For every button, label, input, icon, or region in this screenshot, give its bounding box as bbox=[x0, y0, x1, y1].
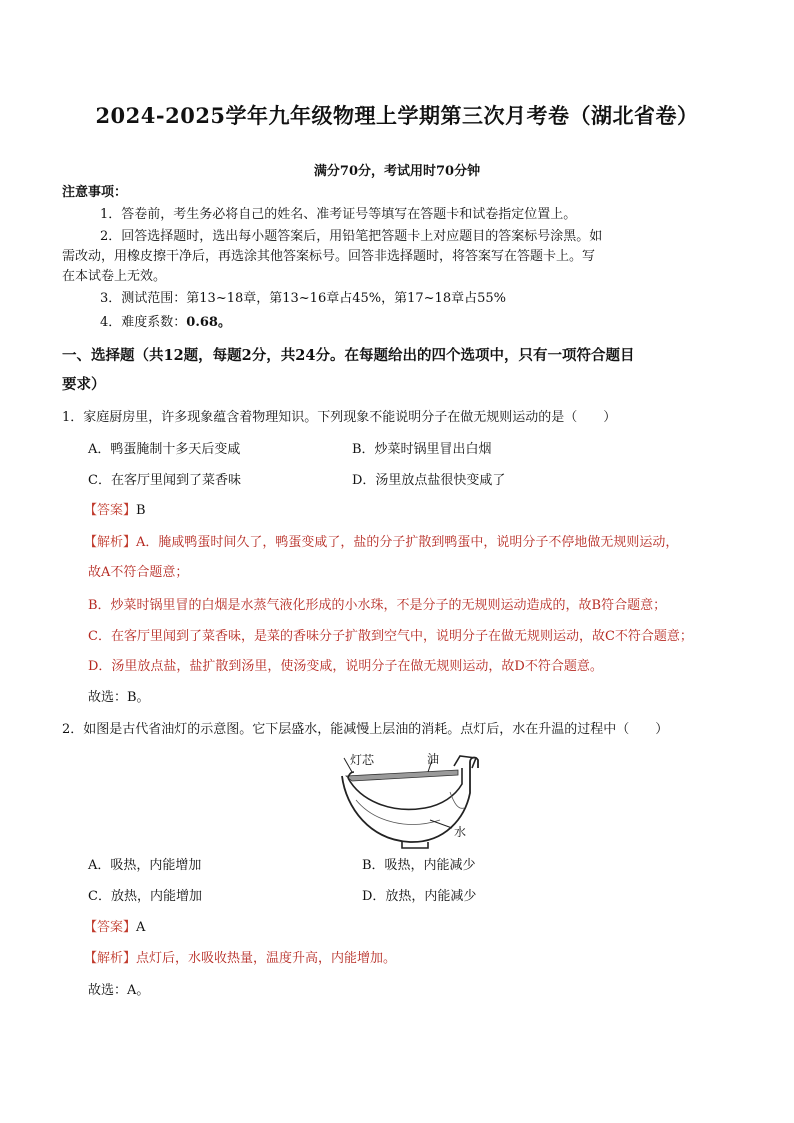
question-1-selection: 故选：B。 bbox=[88, 690, 150, 705]
section-heading-line-1: 一、选择题（共12题，每题2分，共24分。在每题给出的四个选项中，只有一项符合题目 bbox=[62, 347, 635, 364]
question-1-analysis-line-5: D．汤里放点盐，盐扩散到汤里，使汤变咸，说明分子在做无规则运动，故D不符合题意。 bbox=[88, 659, 603, 674]
analysis-tag: 【解析】 bbox=[84, 951, 137, 966]
exam-subtitle: 满分70分，考试用时70分钟 bbox=[313, 164, 481, 179]
notice-item-4-label: 4．难度系数： bbox=[100, 315, 187, 330]
question-1-option-c: C．在客厅里闻到了菜香味 bbox=[88, 473, 241, 488]
oil-layer bbox=[346, 770, 458, 781]
question-2-option-c: C．放热，内能增加 bbox=[88, 889, 202, 904]
question-2-selection: 故选：A。 bbox=[88, 983, 150, 998]
question-1-option-a: A．鸭蛋腌制十多天后变咸 bbox=[88, 442, 241, 457]
question-1-analysis-line-1 bbox=[84, 533, 678, 553]
water-pointer bbox=[430, 820, 452, 828]
lamp-spout bbox=[454, 756, 476, 768]
question-1-option-d: D．汤里放点盐很快变咸了 bbox=[352, 473, 506, 488]
answer-tag: 【答案】 bbox=[84, 503, 137, 518]
question-2-stem: 2．如图是古代省油灯的示意图。它下层盛水，能减慢上层油的消耗。点灯后，水在升温的过程中（ ） bbox=[62, 722, 669, 737]
question-2-option-d: D．放热，内能减少 bbox=[362, 889, 477, 904]
question-1-option-b: B．炒菜时锅里冒出白烟 bbox=[352, 442, 492, 457]
lamp-base bbox=[402, 842, 428, 848]
answer-value: A bbox=[136, 920, 146, 935]
notice-item-3: 3．测试范围：第13~18章，第13~16章占45%，第17~18章占55% bbox=[100, 291, 506, 306]
notice-item-2-line-3: 在本试卷上无效。 bbox=[62, 269, 167, 284]
question-2-option-b: B．吸热，内能减少 bbox=[362, 858, 476, 873]
question-1-stem: 1．家庭厨房里，许多现象蕴含着物理知识。下列现象不能说明分子在做无规则运动的是（ ） bbox=[62, 410, 617, 425]
notice-item-1: 1．答卷前，考生务必将自己的姓名、准考证号等填写在答题卡和试卷指定位置上。 bbox=[100, 207, 577, 222]
diagram-label-oil: 油 bbox=[427, 752, 440, 766]
notice-item-2-line-2: 需改动，用橡皮擦干净后，再选涂其他答案标号。回答非选择题时，将答案写在答题卡上。写 bbox=[62, 249, 596, 264]
question-2-analysis bbox=[84, 949, 396, 969]
question-1-analysis-line-4: C．在客厅里闻到了菜香味，是菜的香味分子扩散到空气中，说明分子在做无规则运动，故C不符合题意； bbox=[88, 629, 693, 644]
diagram-label-wick: 灯芯 bbox=[350, 753, 375, 767]
answer-value: B bbox=[136, 503, 146, 518]
analysis-text: A．腌咸鸭蛋时间久了，鸭蛋变咸了，盐的分子扩散到鸭蛋中，说明分子不停地做无规则运动， bbox=[136, 535, 679, 550]
notice-title: 注意事项： bbox=[62, 185, 128, 200]
notice-item-4 bbox=[100, 313, 231, 333]
analysis-text: 点灯后，水吸收热量，温度升高，内能增加。 bbox=[136, 951, 397, 966]
question-1-answer bbox=[84, 501, 146, 521]
analysis-tag: 【解析】 bbox=[84, 535, 137, 550]
notice-item-2-line-1: 2．回答选择题时，选出每小题答案后，用铅笔把答题卡上对应题目的答案标号涂黑。如 bbox=[100, 229, 603, 244]
section-heading-line-2: 要求） bbox=[62, 376, 106, 393]
water-line bbox=[356, 800, 440, 824]
question-1-analysis-line-2: 故A不符合题意； bbox=[88, 565, 189, 580]
answer-tag: 【答案】 bbox=[84, 920, 137, 935]
question-2-option-a: A．吸热，内能增加 bbox=[88, 858, 202, 873]
question-1-analysis-line-3: B．炒菜时锅里冒的白烟是水蒸气液化形成的小水珠，不是分子的无规则运动造成的，故B符合题意； bbox=[88, 598, 667, 613]
page-title: 2024-2025学年九年级物理上学期第三次月考卷（湖北省卷） bbox=[95, 103, 699, 128]
diagram-label-water: 水 bbox=[454, 825, 467, 839]
water-line-2 bbox=[450, 792, 464, 808]
question-2-answer bbox=[84, 918, 145, 938]
difficulty-value: 0.68。 bbox=[186, 315, 231, 330]
